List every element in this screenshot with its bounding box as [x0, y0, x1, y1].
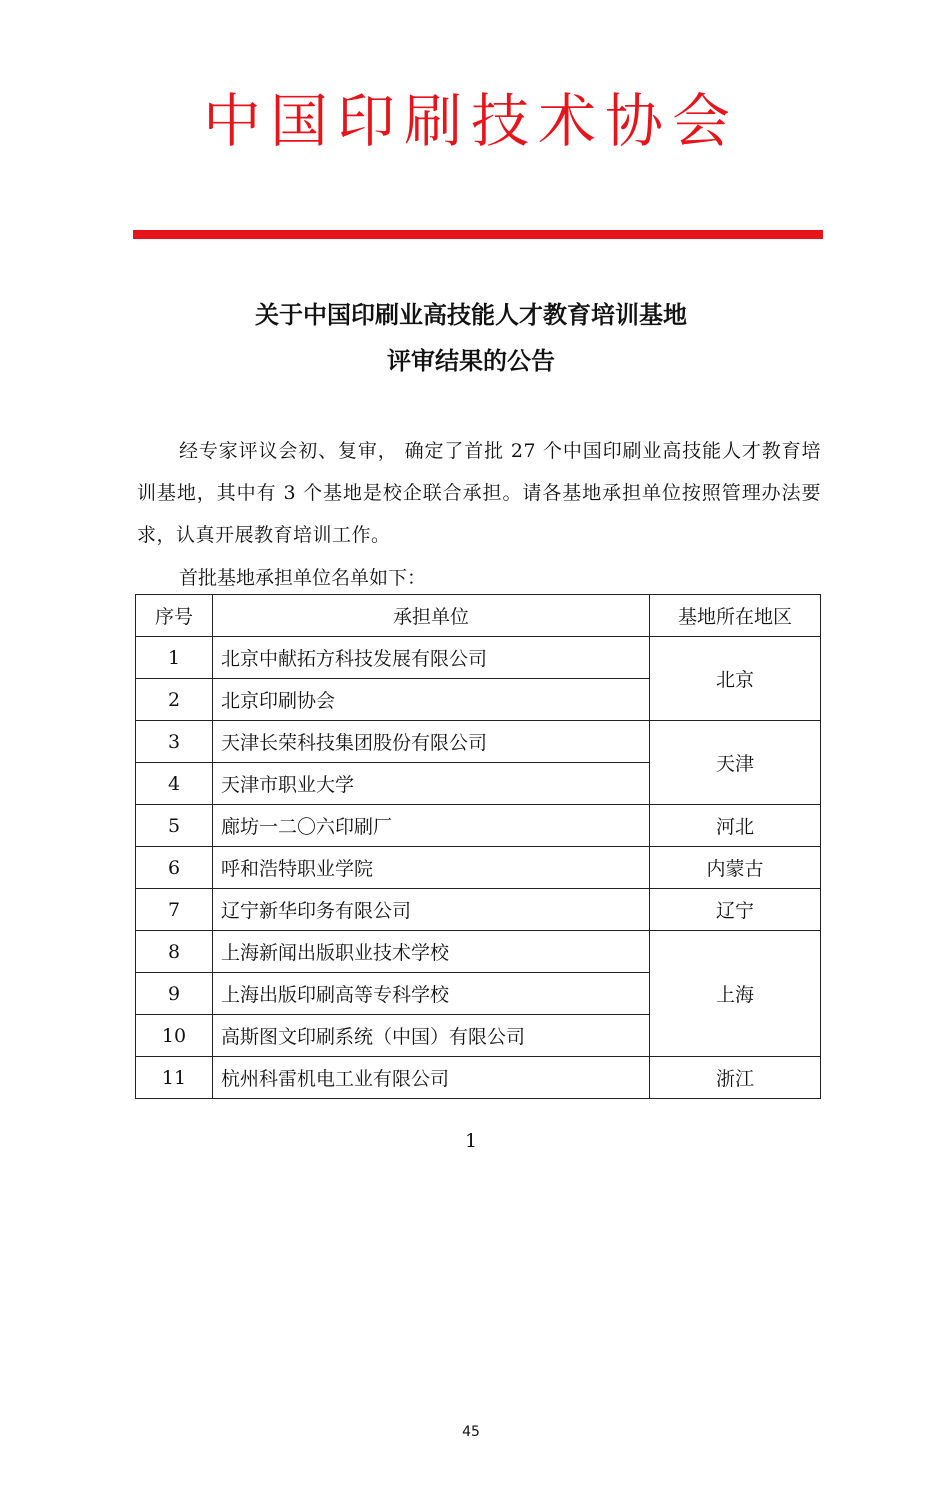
- row-no: 9: [136, 973, 213, 1015]
- table-row: [136, 637, 821, 679]
- row-no: 5: [136, 805, 213, 847]
- row-unit: 高斯图文印刷系统（中国）有限公司: [213, 1015, 650, 1057]
- row-no: 1: [136, 637, 213, 679]
- row-unit: 上海新闻出版职业技术学校: [213, 931, 650, 973]
- table-row: [136, 931, 821, 973]
- row-unit: 上海出版印刷高等专科学校: [213, 973, 650, 1015]
- row-region: 浙江: [650, 1057, 821, 1099]
- units-table: [135, 594, 821, 1099]
- table-row: [136, 721, 821, 763]
- row-no: 11: [136, 1057, 213, 1099]
- list-intro: 首批基地承担单位名单如下：: [179, 567, 427, 589]
- row-region: 内蒙古: [650, 847, 821, 889]
- row-no: 6: [136, 847, 213, 889]
- document-title: [0, 292, 942, 384]
- row-region: 上海: [650, 931, 821, 1057]
- header-region: 基地所在地区: [650, 595, 821, 637]
- row-unit: 杭州科雷机电工业有限公司: [213, 1057, 650, 1099]
- header-unit: 承担单位: [213, 595, 650, 637]
- row-region: 辽宁: [650, 889, 821, 931]
- inner-page-number: 1: [464, 1130, 478, 1152]
- row-region: 河北: [650, 805, 821, 847]
- table-row: [136, 805, 821, 847]
- row-region: 天津: [650, 721, 821, 805]
- row-no: 4: [136, 763, 213, 805]
- body-text: [137, 430, 821, 556]
- row-no: 2: [136, 679, 213, 721]
- table-row: [136, 889, 821, 931]
- header-red-rule: [133, 230, 823, 239]
- row-unit: 北京印刷协会: [213, 679, 650, 721]
- outer-page-number: 45: [462, 1424, 480, 1440]
- row-no: 7: [136, 889, 213, 931]
- table-row: [136, 1057, 821, 1099]
- table-row: [136, 847, 821, 889]
- row-unit: 北京中献拓方科技发展有限公司: [213, 637, 650, 679]
- organization-header: 中国印刷技术协会: [202, 87, 739, 155]
- title-line-2: 评审结果的公告: [387, 347, 555, 375]
- row-unit: 天津市职业大学: [213, 763, 650, 805]
- row-unit: 辽宁新华印务有限公司: [213, 889, 650, 931]
- row-unit: 廊坊一二〇六印刷厂: [213, 805, 650, 847]
- row-region: 北京: [650, 637, 821, 721]
- row-unit: 天津长荣科技集团股份有限公司: [213, 721, 650, 763]
- row-unit: 呼和浩特职业学院: [213, 847, 650, 889]
- row-no: 8: [136, 931, 213, 973]
- row-no: 10: [136, 1015, 213, 1057]
- table-header-row: [136, 595, 821, 637]
- header-no: 序号: [136, 595, 213, 637]
- announcement-paragraph: 经专家评议会初、复审， 确定了首批 27 个中国印刷业高技能人才教育培训基地，其中有 3 个基地是校企联合承担。请各基地承担单位按照管理办法要求，认真开展教育培训工作。: [137, 440, 821, 546]
- row-no: 3: [136, 721, 213, 763]
- title-line-1: 关于中国印刷业高技能人才教育培训基地: [255, 301, 687, 329]
